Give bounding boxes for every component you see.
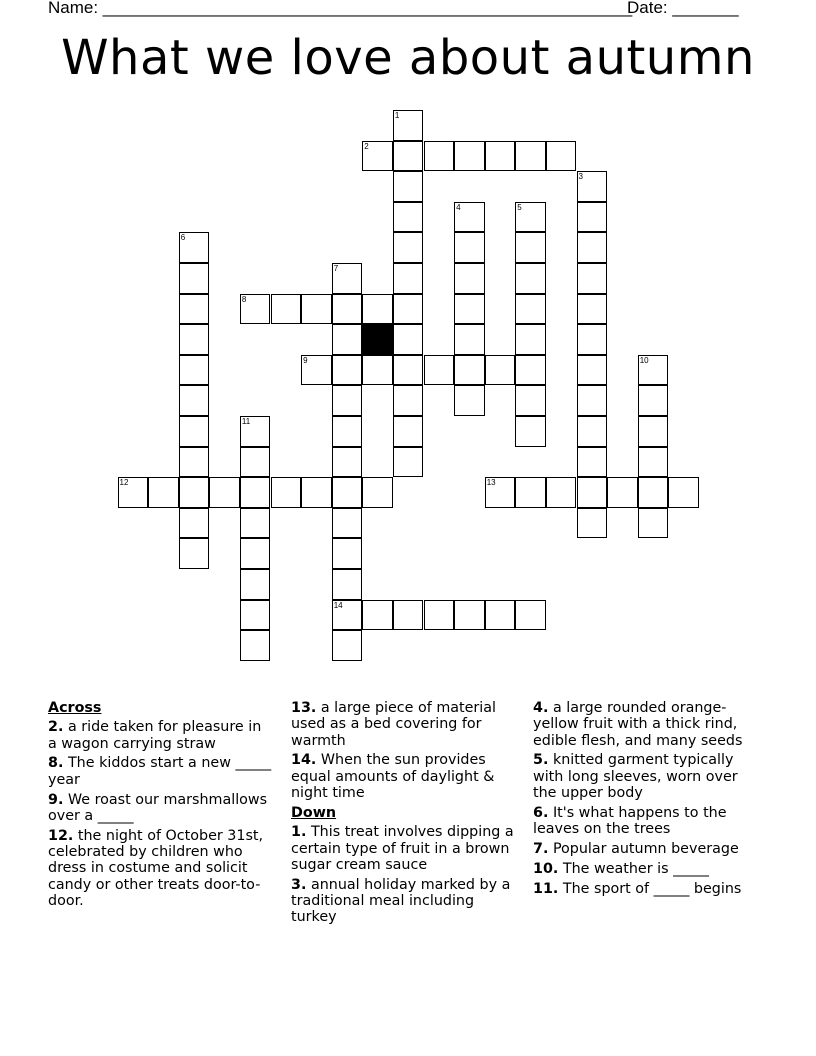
crossword-cell[interactable] xyxy=(179,416,210,447)
crossword-cell[interactable] xyxy=(332,630,363,661)
crossword-cell[interactable] xyxy=(393,202,424,233)
crossword-cell[interactable] xyxy=(240,416,271,447)
crossword-cell[interactable] xyxy=(424,141,455,172)
crossword-cell[interactable] xyxy=(515,416,546,447)
crossword-cell[interactable] xyxy=(577,263,608,294)
crossword-cell[interactable] xyxy=(577,324,608,355)
clues-column-1 xyxy=(48,700,273,913)
crossword-cell[interactable] xyxy=(424,600,455,631)
clues-column-3 xyxy=(533,700,763,901)
crossword-cell[interactable] xyxy=(362,600,393,631)
clue-number-label: 4 xyxy=(456,202,461,212)
clue-down-4: 4. a large rounded orange-yellow fruit with a thick rind, edible flesh, and many seeds xyxy=(533,700,743,749)
crossword-cell[interactable] xyxy=(485,355,516,386)
crossword-cell[interactable] xyxy=(332,355,363,386)
clue-number-label: 8 xyxy=(241,294,247,304)
crossword-cell[interactable] xyxy=(179,538,210,569)
crossword-cell[interactable] xyxy=(332,385,363,416)
crossword-cell[interactable] xyxy=(485,141,516,172)
crossword-cell[interactable] xyxy=(393,416,424,447)
clue-down-7: 7. Popular autumn beverage xyxy=(533,841,739,858)
crossword-cell[interactable] xyxy=(577,294,608,325)
crossword-cell[interactable] xyxy=(332,569,363,600)
crossword-cell[interactable] xyxy=(515,355,546,386)
crossword-cell[interactable] xyxy=(179,355,210,386)
clue-number-label: 1 xyxy=(394,111,400,120)
crossword-cell[interactable] xyxy=(577,355,608,386)
crossword-cell[interactable] xyxy=(546,477,577,508)
name-field-label: Name: ________________________________________________________ xyxy=(48,0,633,17)
crossword-cell[interactable] xyxy=(332,600,363,631)
crossword-cell[interactable] xyxy=(668,477,699,508)
crossword-cell[interactable] xyxy=(515,202,546,233)
crossword-cell[interactable] xyxy=(454,294,485,325)
crossword-cell[interactable] xyxy=(515,294,546,325)
crossword-cell[interactable] xyxy=(332,294,363,325)
crossword-cell[interactable] xyxy=(301,355,332,386)
crossword-cell[interactable] xyxy=(179,508,210,539)
crossword-cell[interactable] xyxy=(424,355,455,386)
crossword-cell[interactable] xyxy=(515,324,546,355)
crossword-cell[interactable] xyxy=(179,263,210,294)
clues-column-2 xyxy=(291,700,519,929)
crossword-cell[interactable] xyxy=(577,171,608,202)
clue-down-5: 5. knitted garment typically with long sleeves, worn over the upper body xyxy=(533,752,738,802)
crossword-cell[interactable] xyxy=(577,416,608,447)
clue-across-2: 2. a ride taken for pleasure in a wagon carrying straw xyxy=(48,719,262,752)
crossword-cell[interactable] xyxy=(577,447,608,478)
clue-across-12: 12. the night of October 31st, celebrated by children who dress in costume and solicit candy or other treats door-to-door. xyxy=(48,827,264,910)
clue-number-label: 13 xyxy=(486,478,496,488)
crossword-cell[interactable] xyxy=(454,202,485,233)
crossword-cell[interactable] xyxy=(148,477,179,508)
crossword-cell[interactable] xyxy=(638,508,669,539)
crossword-cell[interactable] xyxy=(393,171,424,202)
crossword-cell[interactable] xyxy=(240,294,271,325)
crossword-cell[interactable] xyxy=(515,600,546,631)
crossword-cell[interactable] xyxy=(607,477,638,508)
clue-number-label: 10 xyxy=(639,355,649,365)
crossword-cell[interactable] xyxy=(271,477,302,508)
clue-number-label: 6 xyxy=(180,233,186,243)
crossword-cell[interactable] xyxy=(362,355,393,386)
clue-number-label: 2 xyxy=(364,141,369,151)
crossword-cell[interactable] xyxy=(362,477,393,508)
crossword-cell[interactable] xyxy=(577,477,608,508)
crossword-cell[interactable] xyxy=(332,447,363,478)
clue-down-1: 1. This treat involves dipping a certain type of fruit in a brown sugar cream sauce xyxy=(291,824,514,873)
crossword-cell[interactable] xyxy=(118,477,149,508)
crossword-cell[interactable] xyxy=(638,416,669,447)
clue-number-label: 9 xyxy=(303,355,308,365)
clue-across-8: 8. The kiddos start a new _____ year xyxy=(48,755,272,788)
crossword-cell[interactable] xyxy=(454,324,485,355)
crossword-cell[interactable] xyxy=(240,630,271,661)
crossword-cell[interactable] xyxy=(577,385,608,416)
date-field-label: Date: _______ xyxy=(627,0,739,17)
crossword-cell[interactable] xyxy=(362,141,393,172)
crossword-cell[interactable] xyxy=(301,477,332,508)
crossword-cell[interactable] xyxy=(301,294,332,325)
crossword-cell[interactable] xyxy=(638,355,669,386)
crossword-cell[interactable] xyxy=(393,447,424,478)
crossword-black-cell xyxy=(362,324,393,355)
crossword-cell[interactable] xyxy=(332,538,363,569)
crossword-cell[interactable] xyxy=(485,477,516,508)
crossword-cell[interactable] xyxy=(577,202,608,233)
crossword-cell[interactable] xyxy=(179,477,210,508)
crossword-cell[interactable] xyxy=(454,232,485,263)
crossword-cell[interactable] xyxy=(393,600,424,631)
crossword-cell[interactable] xyxy=(515,477,546,508)
crossword-cell[interactable] xyxy=(638,447,669,478)
page-title: What we love about autumn xyxy=(61,30,755,86)
crossword-cell[interactable] xyxy=(332,416,363,447)
clue-across-9: 9. We roast our marshmallows over a _____ xyxy=(48,791,268,824)
crossword-cell[interactable] xyxy=(454,600,485,631)
crossword-cell[interactable] xyxy=(362,294,393,325)
across-heading: Across xyxy=(48,700,102,716)
crossword-cell[interactable] xyxy=(393,355,424,386)
crossword-cell[interactable] xyxy=(240,600,271,631)
down-heading: Down xyxy=(291,804,337,821)
crossword-cell[interactable] xyxy=(240,447,271,478)
crossword-cell[interactable] xyxy=(577,232,608,263)
crossword-cell[interactable] xyxy=(332,324,363,355)
crossword-cell[interactable] xyxy=(515,385,546,416)
crossword-cell[interactable] xyxy=(209,477,240,508)
clue-number-label: 7 xyxy=(333,264,339,273)
clue-number-label: 14 xyxy=(333,600,343,610)
crossword-cell[interactable] xyxy=(179,232,210,263)
crossword-cell[interactable] xyxy=(515,232,546,263)
clue-down-3: 3. annual holiday marked by a traditional meal including turkey xyxy=(291,876,511,926)
crossword-cell[interactable] xyxy=(179,447,210,478)
crossword-cell[interactable] xyxy=(393,324,424,355)
clue-number-label: 3 xyxy=(578,172,583,182)
crossword-cell[interactable] xyxy=(393,232,424,263)
crossword-cell[interactable] xyxy=(240,477,271,508)
crossword-cell[interactable] xyxy=(515,263,546,294)
crossword-cell[interactable] xyxy=(577,508,608,539)
clue-number-label: 12 xyxy=(119,478,129,488)
crossword-cell[interactable] xyxy=(638,385,669,416)
clue-down-11: 11. The sport of _____ begins xyxy=(533,880,742,897)
crossword-cell[interactable] xyxy=(546,141,577,172)
clue-down-10: 10. The weather is _____ xyxy=(533,861,709,878)
crossword-cell[interactable] xyxy=(332,477,363,508)
clue-number-label: 5 xyxy=(517,202,522,212)
crossword-cell[interactable] xyxy=(515,141,546,172)
crossword-cell[interactable] xyxy=(240,508,271,539)
crossword-cell[interactable] xyxy=(454,355,485,386)
crossword-cell[interactable] xyxy=(638,477,669,508)
crossword-cell[interactable] xyxy=(454,385,485,416)
crossword-cell[interactable] xyxy=(179,324,210,355)
crossword-cell[interactable] xyxy=(179,294,210,325)
crossword-cell[interactable] xyxy=(393,294,424,325)
clue-across-13: 13. a large piece of material used as a bed covering for warmth xyxy=(291,700,496,749)
clue-down-6: 6. It's what happens to the leaves on the trees xyxy=(533,804,727,838)
crossword-cell[interactable] xyxy=(454,141,485,172)
crossword-cell[interactable] xyxy=(332,263,363,294)
crossword-cell[interactable] xyxy=(485,600,516,631)
clue-across-14: 14. When the sun provides equal amounts of daylight & night time xyxy=(291,752,495,802)
crossword-cell[interactable] xyxy=(393,141,424,172)
crossword-cell[interactable] xyxy=(393,385,424,416)
crossword-cell[interactable] xyxy=(393,110,424,141)
crossword-cell[interactable] xyxy=(454,263,485,294)
crossword-cell[interactable] xyxy=(271,294,302,325)
crossword-cell[interactable] xyxy=(393,263,424,294)
crossword-cell[interactable] xyxy=(332,508,363,539)
crossword-cell[interactable] xyxy=(240,569,271,600)
crossword-cell[interactable] xyxy=(240,538,271,569)
crossword-cell[interactable] xyxy=(179,385,210,416)
clue-number-label: 11 xyxy=(241,417,251,426)
